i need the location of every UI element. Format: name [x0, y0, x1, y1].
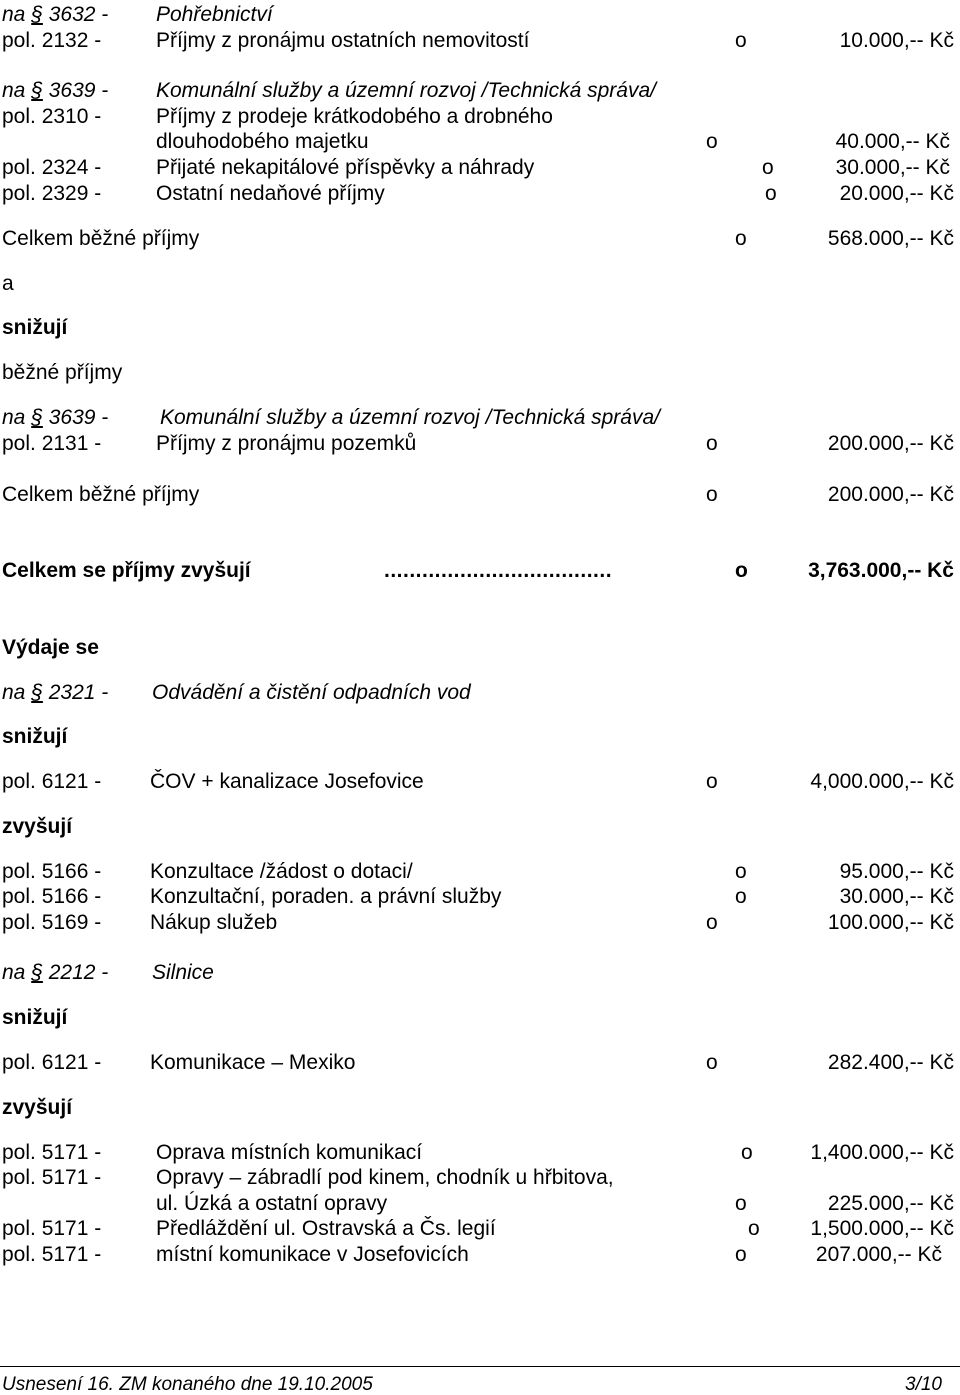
footer-rule — [0, 1366, 960, 1367]
item-description: Nákup služeb — [150, 911, 278, 934]
item-amount: 1,400.000,-- Kč — [810, 1141, 954, 1164]
item-amount: 207.000,-- Kč — [815, 1243, 942, 1266]
item-o-marker: o — [735, 29, 747, 52]
change-direction-label: snižují — [2, 725, 68, 748]
item-code: pol. 5166 - — [2, 860, 102, 883]
item-description: Konzultační, poraden. a právní služby — [150, 885, 502, 908]
item-amount: 225.000,-- Kč — [827, 1192, 954, 1215]
section-heading-title: Pohřebnictví — [156, 3, 273, 26]
item-o-marker: o — [706, 432, 718, 455]
item-code: pol. 6121 - — [2, 770, 102, 793]
item-amount: 20.000,-- Kč — [839, 182, 954, 205]
expenditure-heading: Výdaje se — [2, 636, 99, 659]
subtotal-label: Celkem běžné příjmy — [2, 483, 200, 506]
subtotal-amount: 200.000,-- Kč — [827, 483, 954, 506]
item-description: Příjmy z pronájmu pozemků — [156, 432, 417, 455]
change-direction-label: zvyšují — [2, 1096, 73, 1119]
item-o-marker: o — [735, 885, 747, 908]
item-code: pol. 5171 - — [2, 1141, 102, 1164]
item-description: Příjmy z pronájmu ostatních nemovitostí — [156, 29, 530, 52]
section-heading-title: Silnice — [152, 961, 214, 984]
section-heading-title: Komunální služby a územní rozvoj /Technická správa/ — [160, 406, 660, 429]
item-o-marker: o — [706, 911, 718, 934]
category-label: běžné příjmy — [2, 361, 123, 384]
item-o-marker: o — [762, 156, 774, 179]
total-dot-leader: .................................... — [384, 559, 613, 582]
item-description: ul. Úzká a ostatní opravy — [156, 1192, 388, 1215]
item-o-marker: o — [706, 770, 718, 793]
section-heading-col1: na § 2212 - — [2, 961, 109, 984]
item-description: Konzultace /žádost o dotaci/ — [150, 860, 413, 883]
item-code: pol. 2132 - — [2, 29, 102, 52]
subtotal-o-marker: o — [706, 483, 718, 506]
section-heading-col1: na § 3639 - — [2, 79, 109, 102]
item-o-marker: o — [706, 130, 718, 153]
section-heading-col1: na § 3639 - — [2, 406, 109, 429]
item-description: Přijaté nekapitálové příspěvky a náhrady — [156, 156, 535, 179]
item-amount: 200.000,-- Kč — [827, 432, 954, 455]
change-direction-label: zvyšují — [2, 815, 73, 838]
item-amount: 100.000,-- Kč — [827, 911, 954, 934]
item-amount: 30.000,-- Kč — [835, 156, 950, 179]
item-o-marker: o — [735, 1243, 747, 1266]
subtotal-amount: 568.000,-- Kč — [827, 227, 954, 250]
item-o-marker: o — [765, 182, 777, 205]
item-description: Ostatní nedaňové příjmy — [156, 182, 385, 205]
item-code: pol. 5171 - — [2, 1166, 102, 1189]
item-code: pol. 2310 - — [2, 105, 102, 128]
item-amount: 4,000.000,-- Kč — [810, 770, 954, 793]
total-amount: 3,763.000,-- Kč — [808, 559, 954, 582]
change-direction-label: snižují — [2, 1006, 68, 1029]
item-description: Příjmy z prodeje krátkodobého a drobného — [156, 105, 553, 128]
footer-page-number: 3/10 — [905, 1374, 942, 1395]
item-o-marker: o — [735, 860, 747, 883]
item-code: pol. 2329 - — [2, 182, 102, 205]
item-code: pol. 5166 - — [2, 885, 102, 908]
item-code: pol. 5171 - — [2, 1217, 102, 1240]
item-description: místní komunikace v Josefovicích — [156, 1243, 469, 1266]
item-amount: 1,500.000,-- Kč — [810, 1217, 954, 1240]
item-amount: 282.400,-- Kč — [827, 1051, 954, 1074]
section-heading-col1: na § 2321 - — [2, 681, 109, 704]
item-code: pol. 6121 - — [2, 1051, 102, 1074]
item-amount: 40.000,-- Kč — [835, 130, 950, 153]
item-code: pol. 2131 - — [2, 432, 102, 455]
change-direction-label: snižují — [2, 316, 68, 339]
conjunction-text: a — [2, 272, 14, 295]
item-o-marker: o — [706, 1051, 718, 1074]
item-description: Komunikace – Mexiko — [150, 1051, 356, 1074]
item-description: Předláždění ul. Ostravská a Čs. legií — [156, 1217, 496, 1240]
footer-resolution-text: Usnesení 16. ZM konaného dne 19.10.2005 — [2, 1374, 373, 1395]
item-o-marker: o — [748, 1217, 760, 1240]
item-code: pol. 5169 - — [2, 911, 102, 934]
subtotal-o-marker: o — [735, 227, 747, 250]
item-code: pol. 2324 - — [2, 156, 102, 179]
section-heading-title: Komunální služby a územní rozvoj /Technická správa/ — [156, 79, 656, 102]
total-o-marker: o — [735, 559, 748, 582]
section-heading-col1: na § 3632 - — [2, 3, 109, 26]
item-description: dlouhodobého majetku — [156, 130, 369, 153]
item-o-marker: o — [735, 1192, 747, 1215]
total-label: Celkem se příjmy zvyšují — [2, 559, 251, 582]
item-amount: 10.000,-- Kč — [839, 29, 954, 52]
item-amount: 95.000,-- Kč — [839, 860, 954, 883]
item-o-marker: o — [741, 1141, 753, 1164]
subtotal-label: Celkem běžné příjmy — [2, 227, 200, 250]
section-heading-title: Odvádění a čistění odpadních vod — [152, 681, 471, 704]
item-description: Opravy – zábradlí pod kinem, chodník u hřbitova, — [156, 1166, 614, 1189]
item-amount: 30.000,-- Kč — [839, 885, 954, 908]
item-code: pol. 5171 - — [2, 1243, 102, 1266]
item-description: ČOV + kanalizace Josefovice — [150, 770, 424, 793]
item-description: Oprava místních komunikací — [156, 1141, 423, 1164]
